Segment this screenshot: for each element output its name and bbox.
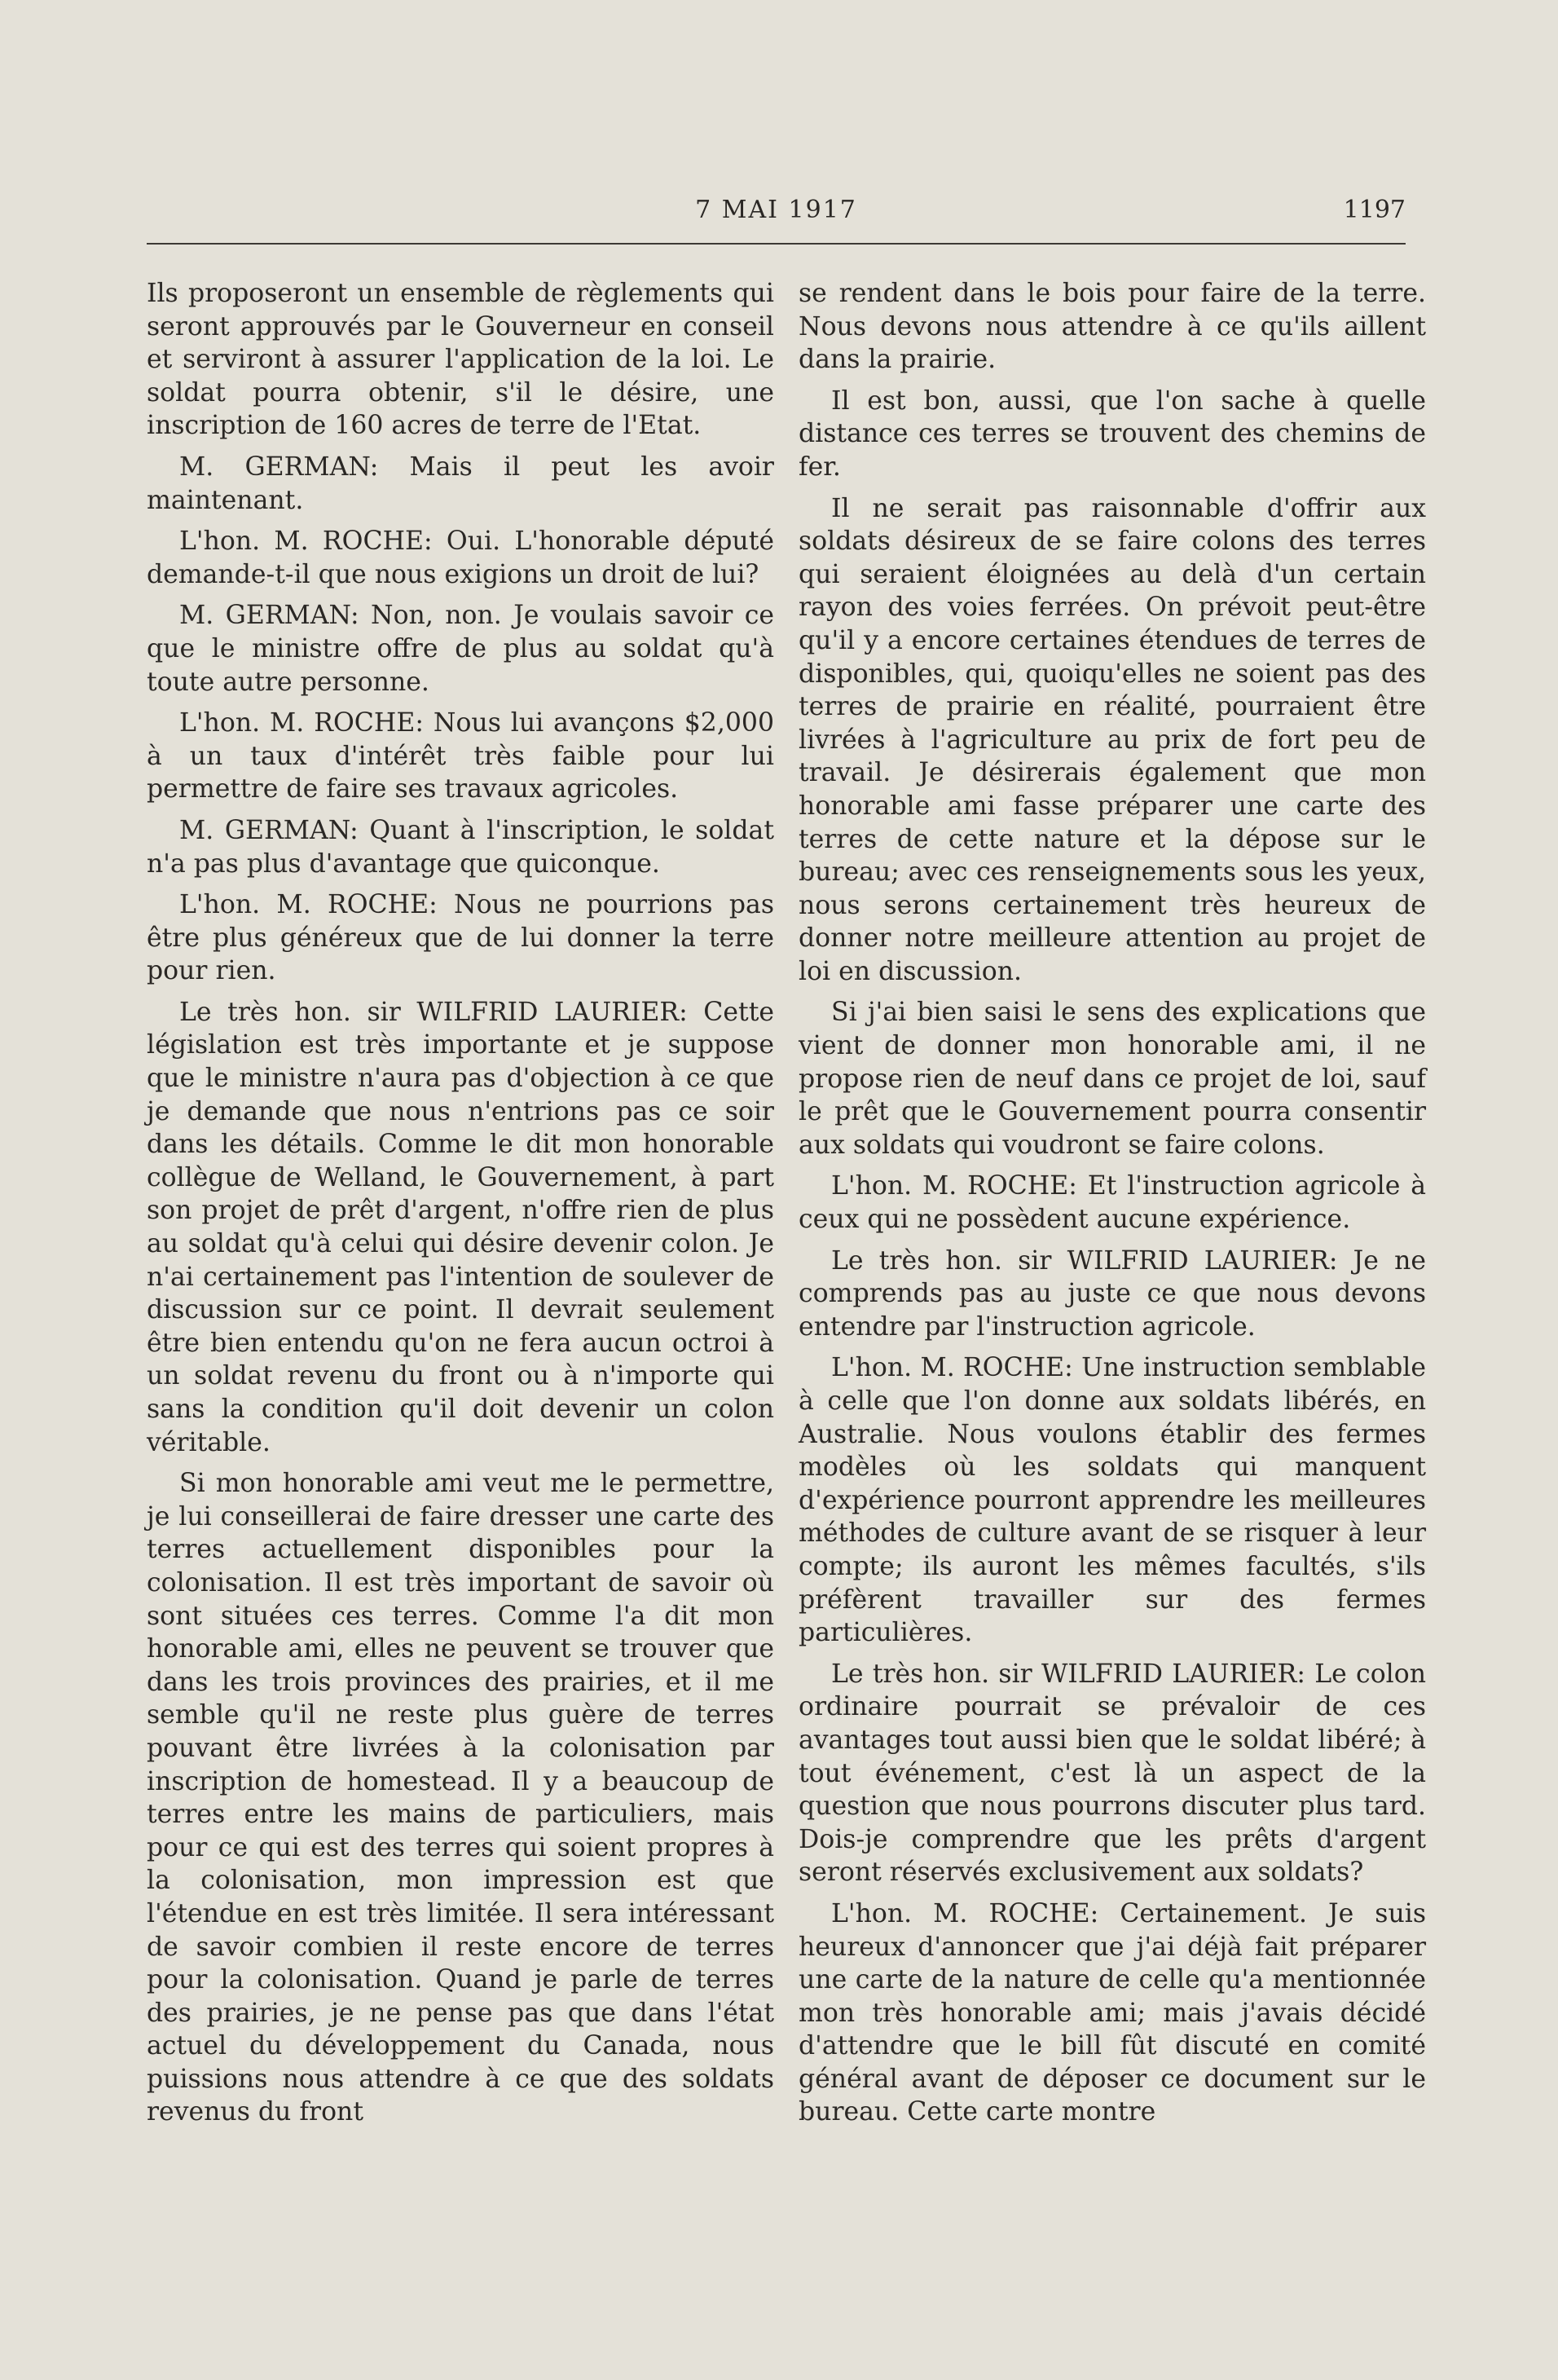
right-column	[799, 277, 1426, 2137]
paragraph: Il est bon, aussi, que l'on sache à quelle distance ces terres se trouvent des chemins de fer.	[799, 386, 1426, 482]
paragraph: Le très hon. sir WILFRID LAURIER: Le colon ordinaire pourrait se prévaloir de ces avantages tout aussi bien que le soldat libéré; à tout événement, c'est là un aspect de la question que nous pourrons discuter plus tard. Dois-je comprendre que les prêts d'argent seront réservés exclusivement aux soldats?	[799, 1659, 1426, 1888]
paragraph: Si mon honorable ami veut me le permettre, je lui conseillerai de faire dresser une carte des terres actuellement disponibles pour la colonisation. Il est très important de savoir où sont situées ces terres. Comme l'a dit mon honorable ami, elles ne peuvent se trouver que dans les trois provinces des prairies, et il me semble qu'il ne reste plus guère de terres pouvant être livrées à la colonisation par inscription de homestead. Il y a beaucoup de terres entre les mains de particuliers, mais pour ce qui est des terres qui soient propres à la colonisation, mon impression est que l'étendue en est très limitée. Il sera intéressant de savoir combien il reste encore de terres pour la colonisation. Quand je parle de terres des prairies, je ne pense pas que dans l'état actuel du développement du Canada, nous puissions nous attendre à ce que des soldats revenus du front	[147, 1469, 774, 2127]
paragraph: Le très hon. sir WILFRID LAURIER: Je ne comprends pas au juste ce que nous devons entendre par l'instruction agricole.	[799, 1245, 1426, 1342]
paragraph: L'hon. M. ROCHE: Nous ne pourrions pas être plus généreux que de lui donner la terre pour rien.	[147, 890, 774, 986]
paragraph: M. GERMAN: Non, non. Je voulais savoir ce que le ministre offre de plus au soldat qu'à toute autre personne.	[147, 601, 774, 697]
paragraph: Ils proposeront un ensemble de règlements qui seront approuvés par le Gouverneur en conseil et serviront à assurer l'application de la loi. Le soldat pourra obtenir, s'il le désire, une inscription de 160 acres de terre de l'Etat.	[147, 279, 774, 441]
paragraph: L'hon. M. ROCHE: Nous lui avançons $2,000 à un taux d'intérêt très faible pour lui permettre de faire ses travaux agricoles.	[147, 708, 774, 804]
header-date: 7 MAI 1917	[695, 196, 857, 224]
left-column	[147, 277, 774, 2137]
header-rule	[147, 243, 1406, 245]
paragraph: Si j'ai bien saisi le sens des explications que vient de donner mon honorable ami, il ne propose rien de neuf dans ce projet de loi, sauf le prêt que le Gouvernement pourra consentir aux soldats qui voudront se faire colons.	[799, 998, 1426, 1160]
paragraph: M. GERMAN: Quant à l'inscription, le soldat n'a pas plus d'avantage que quiconque.	[147, 815, 774, 879]
paragraph: Le très hon. sir WILFRID LAURIER: Cette législation est très importante et je suppose que le ministre n'aura pas d'objection à ce que je demande que nous n'entrions pas ce soir dans les détails. Comme le dit mon honorable collègue de Welland, le Gouvernement, à part son projet de prêt d'argent, n'offre rien de plus au soldat qu'à celui qui désire devenir colon. Je n'ai certainement pas l'intention de soulever de discussion sur ce point. Il devrait seulement être bien entendu qu'on ne fera aucun octroi à un soldat revenu du front ou à n'importe qui sans la condition qu'il doit devenir un colon véritable.	[147, 997, 774, 1457]
paragraph: L'hon. M. ROCHE: Oui. L'honorable député demande-t-il que nous exigions un droit de lui?	[147, 527, 774, 589]
paragraph: L'hon. M. ROCHE: Et l'instruction agricole à ceux qui ne possèdent aucune expérience.	[799, 1171, 1426, 1235]
paragraph: L'hon. M. ROCHE: Une instruction semblable à celle que l'on donne aux soldats libérés, en Australie. Nous voulons établir des fermes modèles où les soldats qui manquent d'expérience pourront apprendre les meilleures méthodes de culture avant de se risquer à leur compte; ils auront les mêmes facultés, s'ils préfèrent travailler sur des fermes particulières.	[799, 1353, 1426, 1648]
paragraph: L'hon. M. ROCHE: Certainement. Je suis heureux d'annoncer que j'ai déjà fait préparer une carte de la nature de celle qu'a mentionnée mon très honorable ami; mais j'avais décidé d'attendre que le bill fût discuté en comité général avant de déposer ce document sur le bureau. Cette carte montre	[799, 1898, 1426, 2127]
paragraph: M. GERMAN: Mais il peut les avoir maintenant.	[147, 452, 774, 515]
paragraph: Il ne serait pas raisonnable d'offrir aux soldats désireux de se faire colons des terres qui seraient éloignées au delà d'un certain rayon des voies ferrées. On prévoit peut-être qu'il y a encore certaines étendues de terres de disponibles, qui, quoiqu'elles ne soient pas des terres de prairie en réalité, pourraient être livrées à l'agriculture au prix de fort peu de travail. Je désirerais également que mon honorable ami fasse préparer une carte des terres de cette nature et la dépose sur le bureau; avec ces renseignements sous les yeux, nous serons certainement très heureux de donner notre meilleure attention au projet de loi en discussion.	[799, 493, 1426, 986]
page-header	[147, 192, 1406, 233]
paragraph: se rendent dans le bois pour faire de la terre. Nous devons nous attendre à ce qu'ils aillent dans la prairie.	[799, 279, 1426, 375]
page-number: 1197	[1343, 196, 1406, 224]
